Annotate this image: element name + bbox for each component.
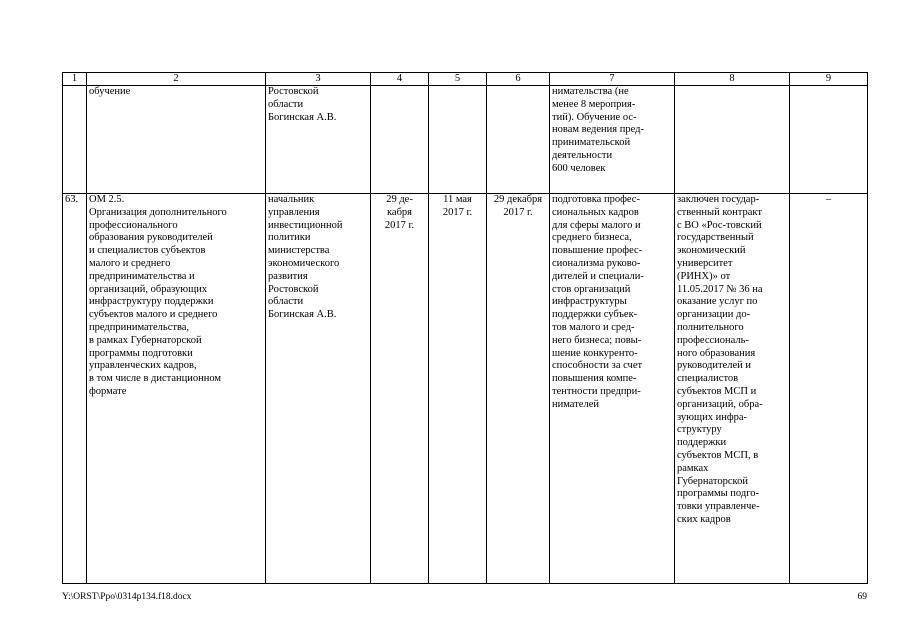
- planned-date-cell: [371, 86, 429, 194]
- column-number-row: [63, 73, 868, 86]
- responsible-cell: Ростовской области Богинская А.В.: [266, 86, 371, 194]
- responsible-cell: начальник управления инвестиционной политики министерства экономического развития Ростовской области Богинская А.В.: [266, 194, 371, 584]
- measure-name-cell: ОМ 2.5. Организация дополнительного профессионального образования руководителей и специалистов субъектов малого и среднего предпринимательства и организаций, образующих инфраструктуру поддержки субъектов малого и среднего предпринимательства, в рамках Губернаторской программы подготовки управленческих кадров, в том числе в дистанционном формате: [87, 194, 266, 584]
- expected-result-cell: подготовка профес- сиональных кадров для сферы малого и среднего бизнеса, повышение профес- сионализма руково- дителей и специали- стов организаций инфраструктуры поддержки субъек- тов малого и сред- него бизнеса; повы- шение конкуренто- способности за счет повышения компе- тентности предпри- нимателей: [550, 194, 675, 584]
- actual-start-cell: [429, 86, 487, 194]
- column-number: 2: [87, 73, 266, 86]
- actual-start-cell: 11 мая 2017 г.: [429, 194, 487, 584]
- column-number: 5: [429, 73, 487, 86]
- actual-end-cell: 29 декабря 2017 г.: [487, 194, 550, 584]
- column-number: 6: [487, 73, 550, 86]
- report-table: [62, 72, 868, 584]
- table-row: [63, 86, 868, 194]
- column-number: 1: [63, 73, 87, 86]
- measure-name-cell: обучение: [87, 86, 266, 194]
- column-number: 8: [675, 73, 790, 86]
- planned-date-cell: 29 де- кабря 2017 г.: [371, 194, 429, 584]
- actual-end-cell: [487, 86, 550, 194]
- table-row: [63, 194, 868, 584]
- row-number-cell: 63.: [63, 194, 87, 584]
- column-number: 7: [550, 73, 675, 86]
- expected-result-cell: нимательства (не менее 8 мероприя- тий). Обучение ос- новам ведения пред- принимательской деятельности 600 человек: [550, 86, 675, 194]
- reasons-cell: [790, 86, 868, 194]
- footer-file-path: Y:\ORST\Ppo\0314p134.f18.docx: [62, 592, 192, 602]
- page-number: 69: [857, 592, 867, 602]
- reasons-cell: –: [790, 194, 868, 584]
- row-number-cell: [63, 86, 87, 194]
- actual-result-cell: [675, 86, 790, 194]
- actual-result-cell: заключен государ- ственный контракт с ВО «Рос-товский государственный экономический университет (РИНХ)» от 11.05.2017 № 36 на оказание услуг по организации до- полнительного профессиональ- ного образования руководителей и специалистов субъектов МСП и организаций, обра- зующих инфра- структуру поддержки субъектов МСП, в рамках Губернаторской программы подго- товки управленче- ских кадров: [675, 194, 790, 584]
- column-number: 9: [790, 73, 868, 86]
- column-number: 3: [266, 73, 371, 86]
- column-number: 4: [371, 73, 429, 86]
